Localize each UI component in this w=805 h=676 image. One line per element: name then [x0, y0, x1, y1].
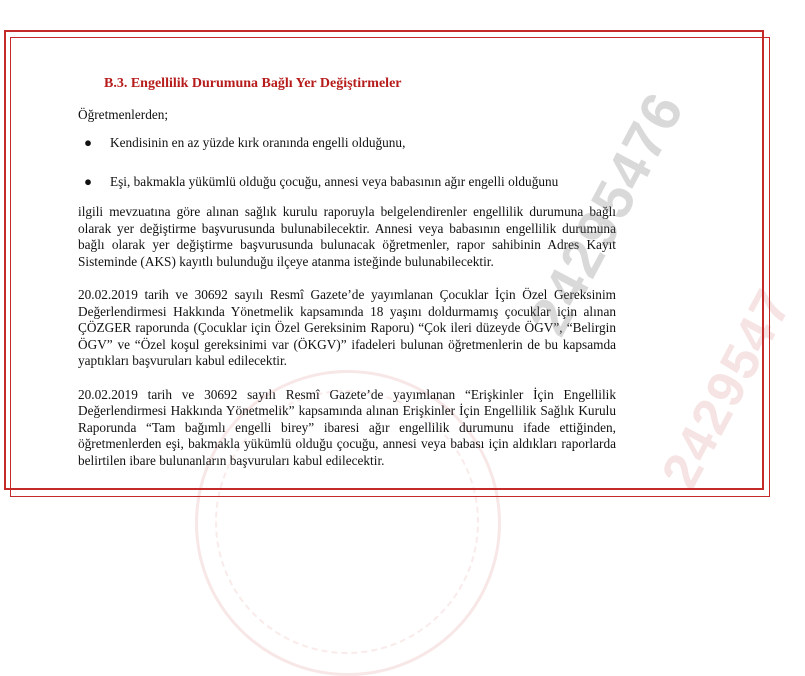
- paragraph: 20.02.2019 tarih ve 30692 sayılı Resmî Gazete’de yayımlanan Çocuklar İçin Özel Gereksinim Değerlendirmesi Hakkında Yönetmelik kapsamında 18 yaşını doldurmamış çocuklar için alınan ÇÖZGER raporunda (Çocuklar için Özel Gereksinim Raporu) “Çok ileri düzeyde ÖGV”, “Belirgin ÖGV” ve “Özel koşul gereksinimi var (ÖKGV)” ifadeleri bulunan öğretmenlerin de bu kapsamda yaptıkları başvuruları kabul edilecektir.: [78, 287, 616, 368]
- intro-text: Öğretmenlerden;: [78, 106, 169, 122]
- paragraph: 20.02.2019 tarih ve 30692 sayılı Resmî Gazete’de yayımlanan “Erişkinler İçin Engellilik Değerlendirmesi Hakkında Yönetmelik” kapsamında alınan Erişkinler İçin Engellilik Sağlık Kurulu Raporunda “Tam bağımlı engelli birey” ibaresi ağır engellilik durumunu ifade ettiğinden, öğretmenlerden eşi, bakmakla yükümlü olduğu çocuğu, annesi veya babası için aldıkları raporlarda belirtilen ibare bulunanların başvuruları kabul edilecektir.: [78, 386, 616, 468]
- bullet-item: [78, 174, 616, 191]
- bullet-text: Eşi, bakmakla yükümlü olduğu çocuğu, annesi veya babasının ağır engelli olduğunu: [110, 173, 559, 189]
- watermark-text-secondary: 2429547: [650, 279, 804, 498]
- paragraph: ilgili mevzuatına göre alınan sağlık kurulu raporuyla belgelendirenler engellilik durumuna bağlı olarak yer değiştirme başvurusunda bulunabilecektir. Annesi veya babasının engellilik durumuna bağlı olarak yer değiştirme başvurusunda bulunacak öğretmenler, rapor sahibinin Adres Kayıt Sisteminde (AKS) kayıtlı bulunduğu ilçeye atanma isteğinde bulunabilecektir.: [78, 204, 616, 269]
- watermark-text: 24295476: [515, 81, 696, 346]
- bullet-icon: ●: [84, 173, 93, 189]
- document-body: [78, 76, 616, 486]
- bullet-text: Kendisinin en az yüzde kırk oranında engelli olduğunu,: [110, 135, 406, 150]
- bullet-icon: ●: [84, 135, 93, 150]
- section-heading: B.3. Engellilik Durumuna Bağlı Yer Değiştirmeler: [104, 76, 402, 91]
- bullet-item: [78, 135, 616, 152]
